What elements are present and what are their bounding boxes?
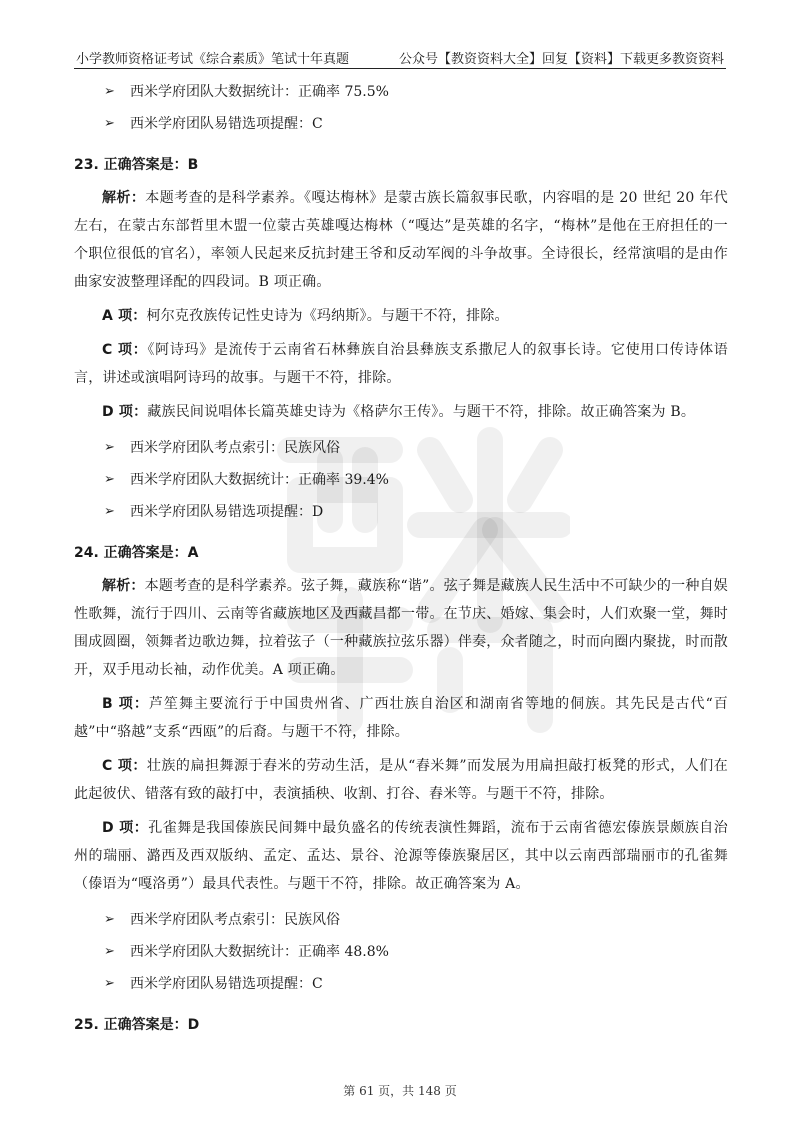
question-23-analysis [74, 184, 728, 296]
question-23-answer: 23. 正确答案是：B [74, 157, 199, 173]
option-text: 《阿诗玛》是流传于云南省石林彝族自治县彝族支系撒尼人的叙事长诗。它使用口传诗体语言，讲述或演唱阿诗玛的故事。与题干不符，排除。 [74, 342, 728, 386]
arrow-bullet-icon: ➢ [104, 976, 115, 991]
option-text: 壮族的扁担舞源于舂米的劳动生活，是从“舂米舞”而发展为用扁担敲打板凳的形式，人们在此起彼伏、错落有致的敲打中，表演插秧、收割、打谷、舂米等。与题干不符，排除。 [74, 758, 729, 802]
bullet-text: 西米学府团队大数据统计：正确率 39.4% [130, 472, 389, 488]
header-book-title: 小学教师资格证考试《综合素质》笔试十年真题 [76, 52, 350, 67]
question-24-option-d [74, 814, 728, 898]
arrow-bullet-icon: ➢ [104, 504, 115, 519]
list-item [74, 496, 728, 528]
question-23-option-c [74, 336, 728, 392]
question-23-option-d [74, 398, 728, 426]
question-25-answer: 25. 正确答案是：D [74, 1017, 200, 1033]
analysis-text: 本题考查的是科学素养。《嘎达梅林》是蒙古族长篇叙事民歌，内容唱的是 20 世纪 20 年代左右，在蒙古东部哲里木盟一位蒙古英雄嘎达梅林（“嘎达”是英雄的名字，“梅林”是他在王府担任的一个职位很低的官名），率领人民起来反抗封建王爷和反动军阀的斗争故事。全诗很长，经常演唱的是由作曲家安波整理译配的四段词。B 项正确。 [74, 190, 728, 290]
bullet-text: 西米学府团队大数据统计：正确率 48.8% [130, 944, 389, 960]
question-24-answer: 24. 正确答案是：A [74, 545, 199, 561]
arrow-bullet-icon: ➢ [104, 440, 115, 455]
list-item [74, 968, 728, 1000]
list-item [74, 108, 728, 140]
option-text: 藏族民间说唱体长篇英雄史诗为《格萨尔王传》。与题干不符，排除。故正确答案为 B。 [147, 404, 696, 420]
page-header [74, 44, 726, 69]
list-item [74, 76, 728, 108]
question-23-option-a [74, 302, 728, 330]
option-text: 芦笙舞主要流行于中国贵州省、广西壮族自治区和湖南省等地的侗族。其先民是古代“百越”中“骆越”支系“西瓯”的后裔。与题干不符，排除。 [74, 696, 728, 740]
option-text: 柯尔克孜族传记性史诗为《玛纳斯》。与题干不符，排除。 [146, 308, 509, 324]
list-item [74, 464, 728, 496]
header-promo-text: 公众号【教资资料大全】回复【资料】下载更多教资资料 [398, 52, 724, 67]
bullet-text: 西米学府团队大数据统计：正确率 75.5% [130, 84, 389, 100]
option-label: C 项： [102, 342, 148, 358]
bullet-text: 西米学府团队考点索引：民族风俗 [130, 440, 340, 456]
bullet-text: 西米学府团队易错选项提醒：C [130, 976, 323, 992]
bullet-text: 西米学府团队考点索引：民族风俗 [130, 912, 340, 928]
arrow-bullet-icon: ➢ [104, 84, 115, 99]
bullet-text: 西米学府团队易错选项提醒：C [130, 116, 323, 132]
option-label: A 项： [102, 308, 147, 324]
question-24-analysis [74, 572, 728, 684]
option-label: D 项： [102, 404, 148, 420]
option-label: B 项： [102, 696, 149, 712]
option-label: D 项： [102, 820, 149, 836]
option-label: C 项： [102, 758, 147, 774]
arrow-bullet-icon: ➢ [104, 472, 115, 487]
analysis-label: 解析： [102, 190, 146, 206]
bullet-text: 西米学府团队易错选项提醒：D [130, 504, 324, 520]
page-number: 第 61 页，共 148 页 [343, 1084, 457, 1098]
list-item [74, 432, 728, 464]
option-text: 孔雀舞是我国傣族民间舞中最负盛名的传统表演性舞蹈，流布于云南省德宏傣族景颇族自治州的瑞丽、潞西及西双版纳、孟定、孟达、景谷、沧源等傣族聚居区，其中以云南西部瑞丽市的孔雀舞（傣语为“嘎洛勇”）最具代表性。与题干不符，排除。故正确答案为 A。 [74, 820, 728, 892]
question-24-option-c [74, 752, 728, 808]
list-item [74, 904, 728, 936]
question-24-option-b [74, 690, 728, 746]
arrow-bullet-icon: ➢ [104, 116, 115, 131]
arrow-bullet-icon: ➢ [104, 944, 115, 959]
arrow-bullet-icon: ➢ [104, 912, 115, 927]
list-item [74, 936, 728, 968]
analysis-text: 本题考查的是科学素养。弦子舞，藏族称“谐”。弦子舞是藏族人民生活中不可缺少的一种自娱性歌舞，流行于四川、云南等省藏族地区及西藏昌都一带。在节庆、婚嫁、集会时，人们欢聚一堂，舞时围成圆圈，领舞者边歌边舞，拉着弦子（一种藏族拉弦乐器）伴奏，众者随之，时而向圈内聚拢，时而散开，双手甩动长袖，动作优美。A 项正确。 [74, 578, 728, 678]
analysis-label: 解析： [102, 578, 145, 594]
page-content [74, 76, 728, 1042]
